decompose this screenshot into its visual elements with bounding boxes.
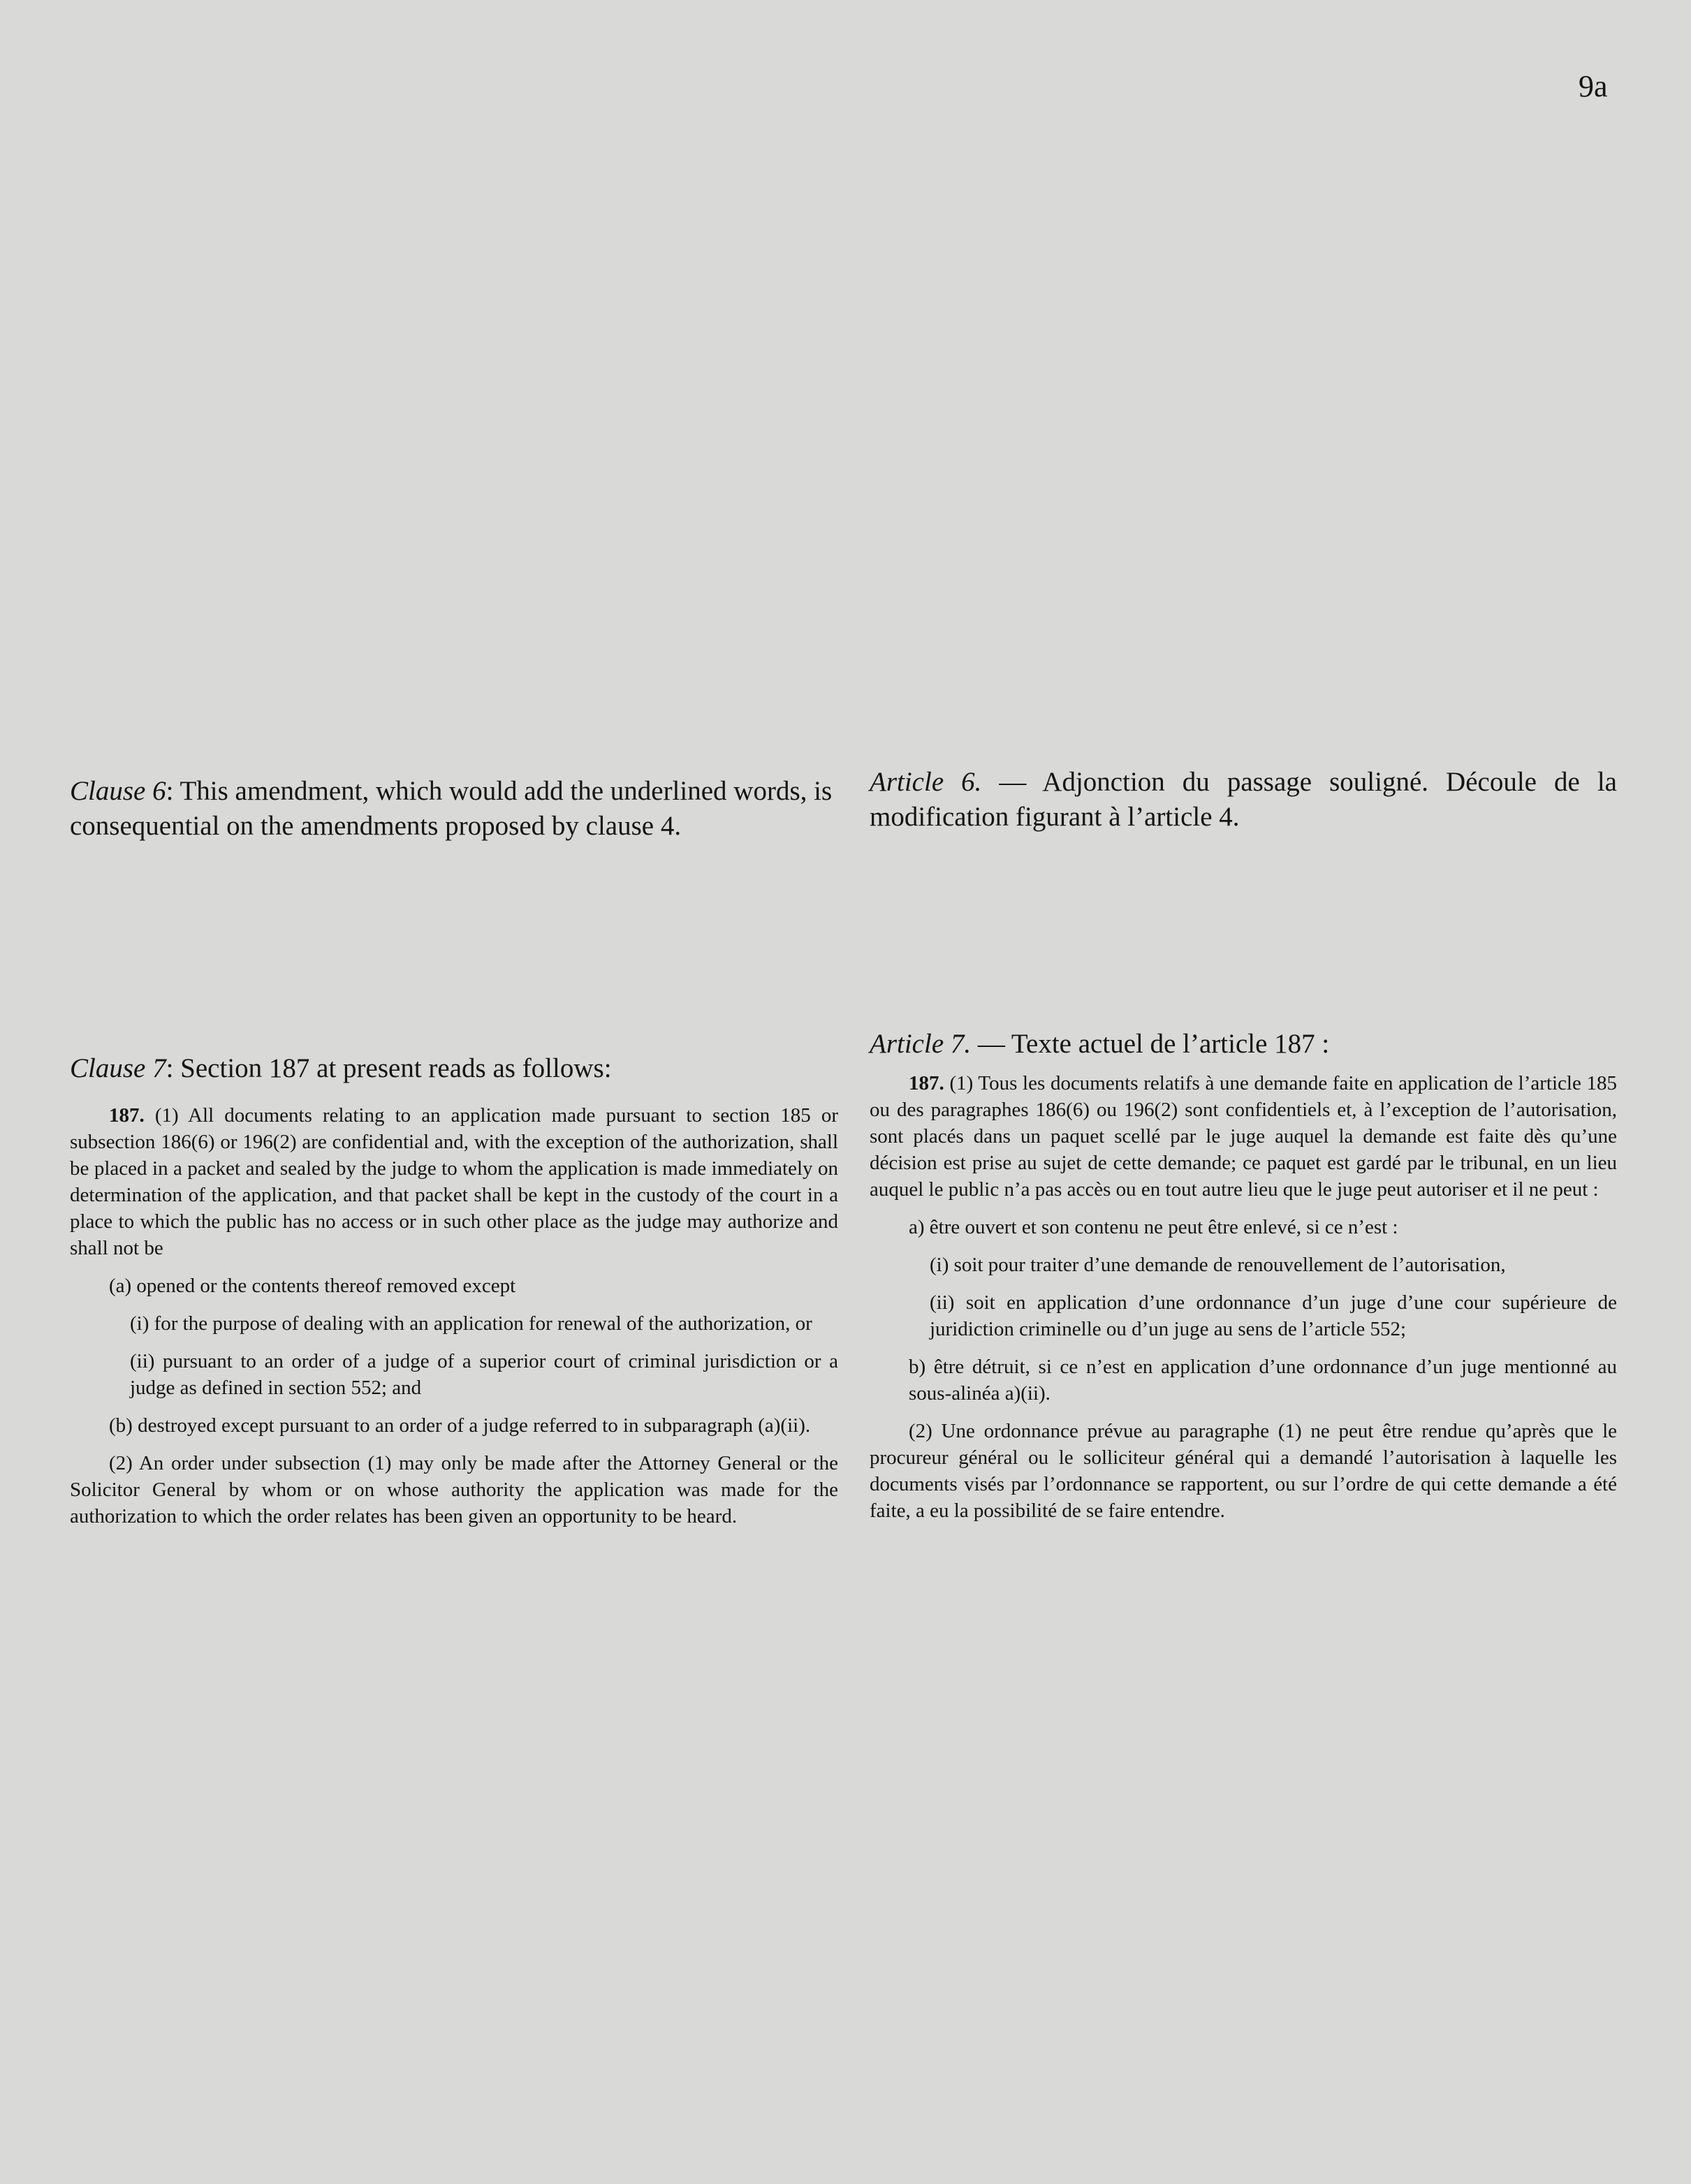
subparagraph-a-ii: (ii) pursuant to an order of a judge of a superior court of criminal jurisdiction or a judge as defined in section 552; and	[130, 1350, 838, 1399]
english-statute-text	[70, 1102, 838, 1541]
section-number-fr: 187.	[909, 1072, 944, 1094]
article-6-text: — Adjonction du passage souligné. Découle de la modification figurant à l’article 4.	[870, 767, 1617, 832]
article-6-label: Article 6.	[870, 767, 982, 797]
french-statute-text	[870, 1070, 1617, 1535]
clause-7-text: : Section 187 at present reads as follows:	[166, 1053, 612, 1083]
article-7-note	[870, 1027, 1617, 1062]
paragraph-b: (b) destroyed except pursuant to an order of a judge referred to in subparagraph (a)(ii).	[109, 1414, 811, 1437]
paragraphe-2: (2) Une ordonnance prévue au paragraphe (1) ne peut être rendue qu’après que le procureur général ou le solliciteur général qui a demandé l’autorisation à laquelle les documents visés par l’ordonnance se rapportent, ou sur l’ordre de qui cette demande a été faite, a eu la possibilité de se faire entendre.	[870, 1420, 1617, 1522]
subsection-1-text: (1) All documents relating to an application made pursuant to section 185 or subsection 186(6) or 196(2) are confidential and, with the exception of the authorization, shall be placed in a packet and sealed by the judge to whom the application is made immediately on determination of the application, and that packet shall be kept in the custody of the court in a place to which the public has no access or in such other place as the judge may authorize and shall not be	[70, 1104, 838, 1259]
clause-7-note	[70, 1051, 838, 1086]
clause-7-label: Clause 7	[70, 1053, 166, 1083]
subsection-2: (2) An order under subsection (1) may only be made after the Attorney General or the Solicitor General by whom or on whose authority the application was made for the authorization to which the order relates has been given an opportunity to be heard.	[70, 1452, 838, 1527]
article-6-note	[870, 765, 1617, 835]
clause-6-label: Clause 6	[70, 776, 166, 806]
subparagraph-a-i: (i) for the purpose of dealing with an application for renewal of the authorization, or	[130, 1312, 812, 1335]
alinea-a: a) être ouvert et son contenu ne peut être enlevé, si ce n’est :	[909, 1216, 1398, 1238]
section-187-subsection-1	[70, 1102, 838, 1261]
section-number: 187.	[109, 1104, 145, 1127]
alinea-b: b) être détruit, si ce n’est en application d’une ordonnance d’un juge mentionné au sous-alinéa a)(ii).	[909, 1356, 1617, 1405]
clause-6-text: : This amendment, which would add the underlined words, is consequential on the amendments proposed by clause 4.	[70, 776, 833, 841]
sous-alinea-a-ii: (ii) soit en application d’une ordonnance d’un juge d’une cour supérieure de juridiction criminelle ou d’un juge au sens de l’article 552;	[930, 1291, 1617, 1340]
clause-6-note	[70, 774, 838, 844]
article-7-label: Article 7.	[870, 1029, 972, 1059]
page-number: 9a	[1579, 69, 1608, 103]
paragraph-a: (a) opened or the contents thereof removed except	[109, 1275, 516, 1297]
article-187-paragraphe-1	[870, 1070, 1617, 1203]
article-7-text: — Texte actuel de l’article 187 :	[971, 1029, 1330, 1059]
sous-alinea-a-i: (i) soit pour traiter d’une demande de renouvellement de l’autorisation,	[930, 1254, 1506, 1276]
paragraphe-1-text: (1) Tous les documents relatifs à une demande faite en application de l’article 185 ou des paragraphes 186(6) ou 196(2) sont confidentiels et, à l’exception de l’autorisation, sont placés dans un paquet scellé par le juge auquel la demande est faite dès qu’une décision est prise au sujet de cette demande; ce paquet est gardé par le tribunal, en un lieu auquel le public n’a pas accès ou en tout autre lieu que le juge peut autoriser et il ne peut :	[870, 1072, 1618, 1201]
